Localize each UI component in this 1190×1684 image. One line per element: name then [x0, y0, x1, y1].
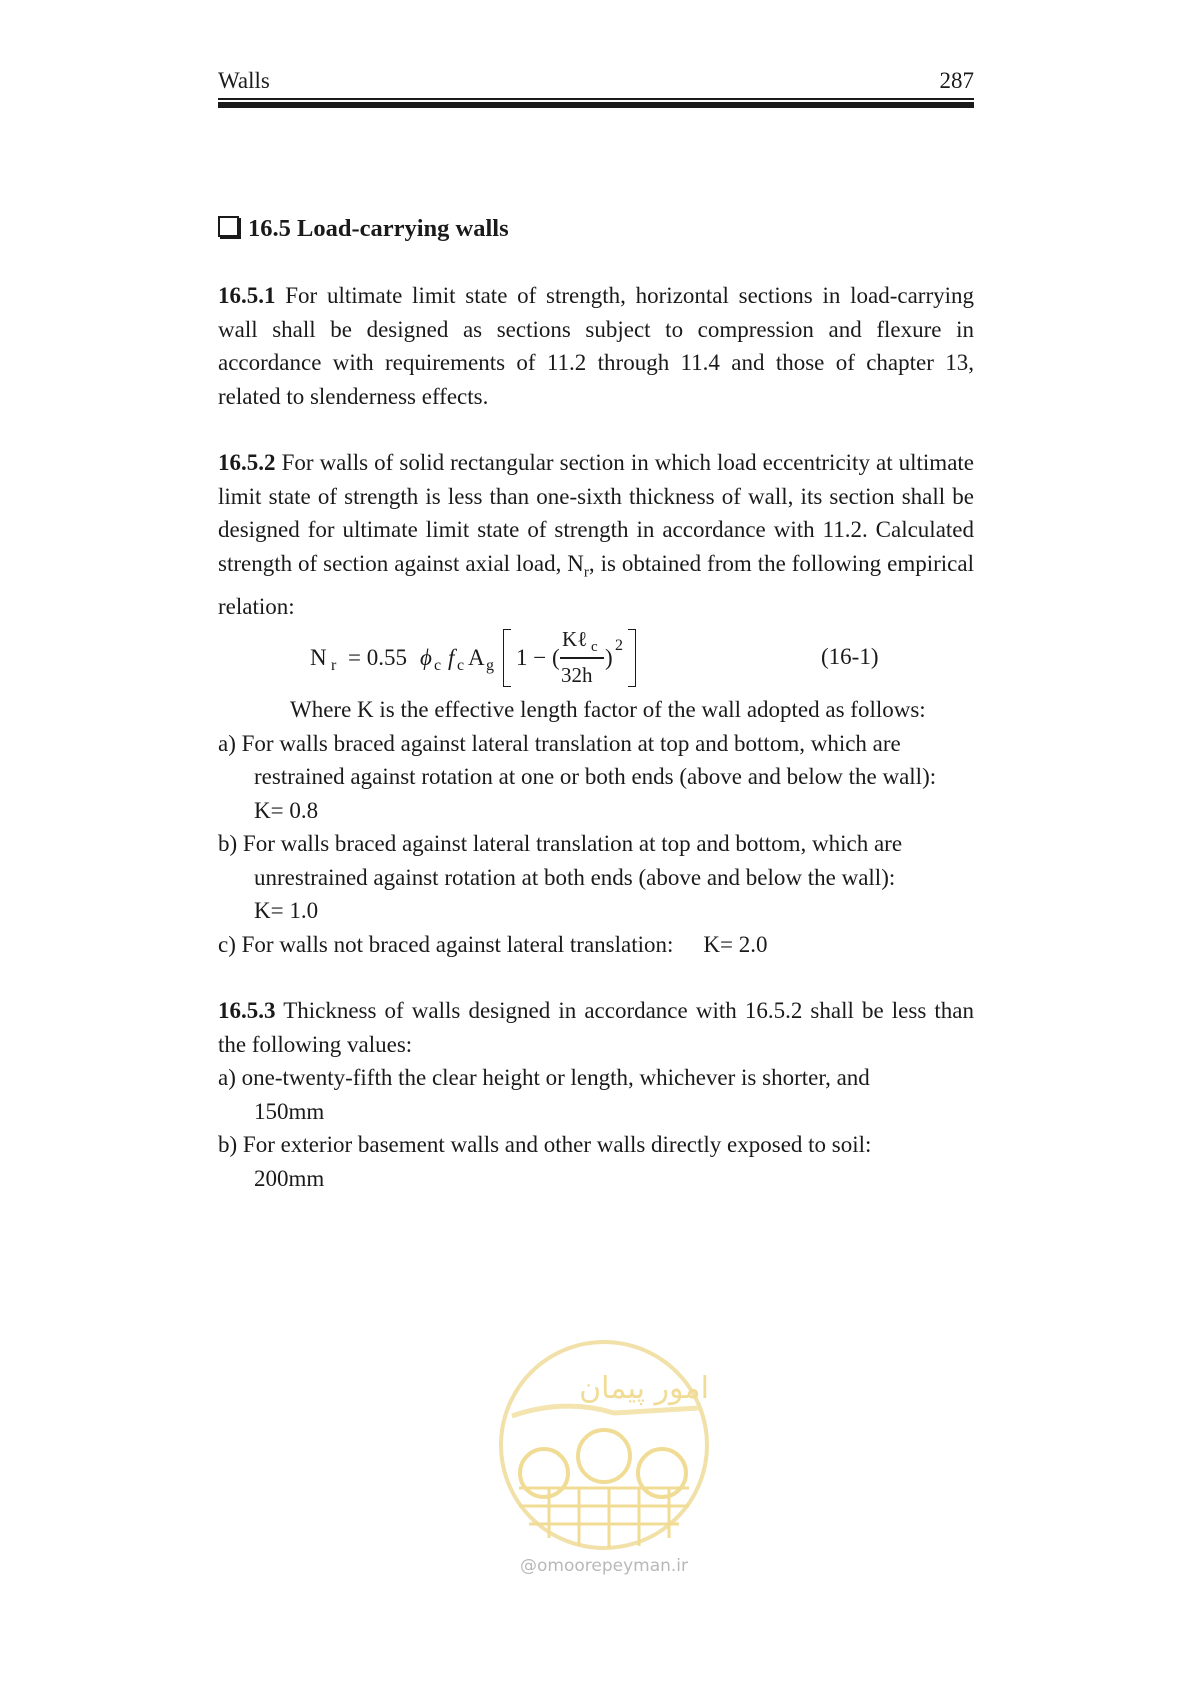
paragraph-16-5-1: [218, 279, 974, 413]
equation-body: [310, 627, 730, 689]
watermark-url: @omoorepeyman.ir: [519, 1556, 689, 1576]
subscript-r: r: [583, 564, 589, 581]
list-item-first-line: a) For walls braced against lateral translation at top and bottom, which are: [218, 730, 901, 756]
equation-16-1: [218, 623, 974, 693]
eq-coeff: = 0.55: [348, 645, 407, 671]
eq-denominator: 32h: [561, 663, 593, 688]
watermark: [494, 1338, 714, 1638]
clause-number: 16.5.2: [218, 450, 276, 475]
eq-lhs: N: [310, 645, 327, 671]
list-item-continuation: 200mm: [254, 1165, 325, 1191]
right-bracket: [628, 629, 636, 687]
page-header: [218, 64, 974, 104]
list-item-continuation: unrestrained against rotation at both ends (above and below the wall):: [254, 864, 896, 890]
page-number: 287: [939, 68, 974, 93]
watermark-logo-icon: [494, 1338, 714, 1553]
clause-text: For walls of solid rectangular section in which load eccentricity at ultimate limit state of strength is less than one-sixth thickness of wall, its section shall be designed for ultimate limit state of strength in accordance with 11.2. Calculated strength of section against axial load, N: [218, 450, 975, 576]
eq-numerator: Kℓ: [562, 627, 588, 652]
eq-numerator-sub: c: [591, 639, 598, 656]
checkbox-square-icon: [218, 216, 239, 237]
section-heading: [218, 212, 974, 246]
k-list-item-b: [218, 827, 974, 928]
eq-close-paren: ): [605, 645, 613, 671]
page-body: [218, 208, 974, 1195]
list-item-first-line: b) For exterior basement walls and other walls directly exposed to soil:: [218, 1132, 872, 1158]
paragraph-16-5-3: [218, 994, 974, 1061]
section-title: Load-carrying walls: [297, 215, 509, 242]
eq-phi-sub: c: [434, 657, 442, 675]
eq-f-sub: c: [457, 657, 465, 675]
eq-exponent: 2: [615, 637, 623, 655]
where-text: Where K is the effective length factor of the wall adopted as follows:: [290, 697, 926, 723]
equation-number: (16-1): [821, 644, 879, 670]
eq-phi: ϕ: [420, 645, 432, 671]
running-head: Walls: [218, 68, 270, 93]
thickness-item-b: [218, 1128, 974, 1195]
eq-a-sub: g: [486, 657, 494, 675]
eq-lhs-sub: r: [331, 657, 337, 675]
list-item-first-line: b) For walls braced against lateral translation at top and bottom, which are: [218, 831, 903, 857]
eq-one-minus: 1 − (: [516, 645, 560, 671]
clause-text: Thickness of walls designed in accordance with 16.5.2 shall be less than the following values:: [218, 998, 974, 1057]
list-item-value: K= 2.0: [703, 931, 768, 957]
left-bracket: [503, 629, 511, 687]
clause-number: 16.5.3: [218, 998, 276, 1024]
list-item-continuation: 150mm: [254, 1098, 325, 1124]
eq-a: A: [468, 645, 485, 671]
section-number: 16.5: [248, 215, 291, 242]
eq-f: f: [448, 645, 455, 671]
header-rule-thick: [218, 102, 974, 108]
clause-text-end: , is obtained from the following empirical relation:: [218, 550, 974, 619]
watermark-logo-text: امور پیمان: [579, 1371, 709, 1406]
header-rule-thin: [218, 98, 974, 100]
list-item-value: K= 1.0: [254, 898, 319, 924]
k-list-item-c: [218, 928, 974, 962]
clause-number: 16.5.1: [218, 283, 276, 308]
list-item-first-line: a) one-twenty-fifth the clear height or length, whichever is shorter, and: [218, 1065, 870, 1091]
paragraph-16-5-2: [218, 446, 974, 623]
clause-text: For ultimate limit state of strength, horizontal sections in load-carrying wall shall be designed as sections subject to compression and flexure in accordance with requirements of 11.2 through 11.4 and those of chapter 13, related to slenderness effects.: [218, 283, 975, 409]
list-item-continuation: restrained against rotation at one or both ends (above and below the wall):: [254, 764, 937, 790]
list-item-text: c) For walls not braced against lateral translation:: [218, 931, 674, 957]
thickness-item-a: [218, 1061, 974, 1128]
k-list-item-a: [218, 727, 974, 828]
list-item-value: K= 0.8: [254, 797, 319, 823]
